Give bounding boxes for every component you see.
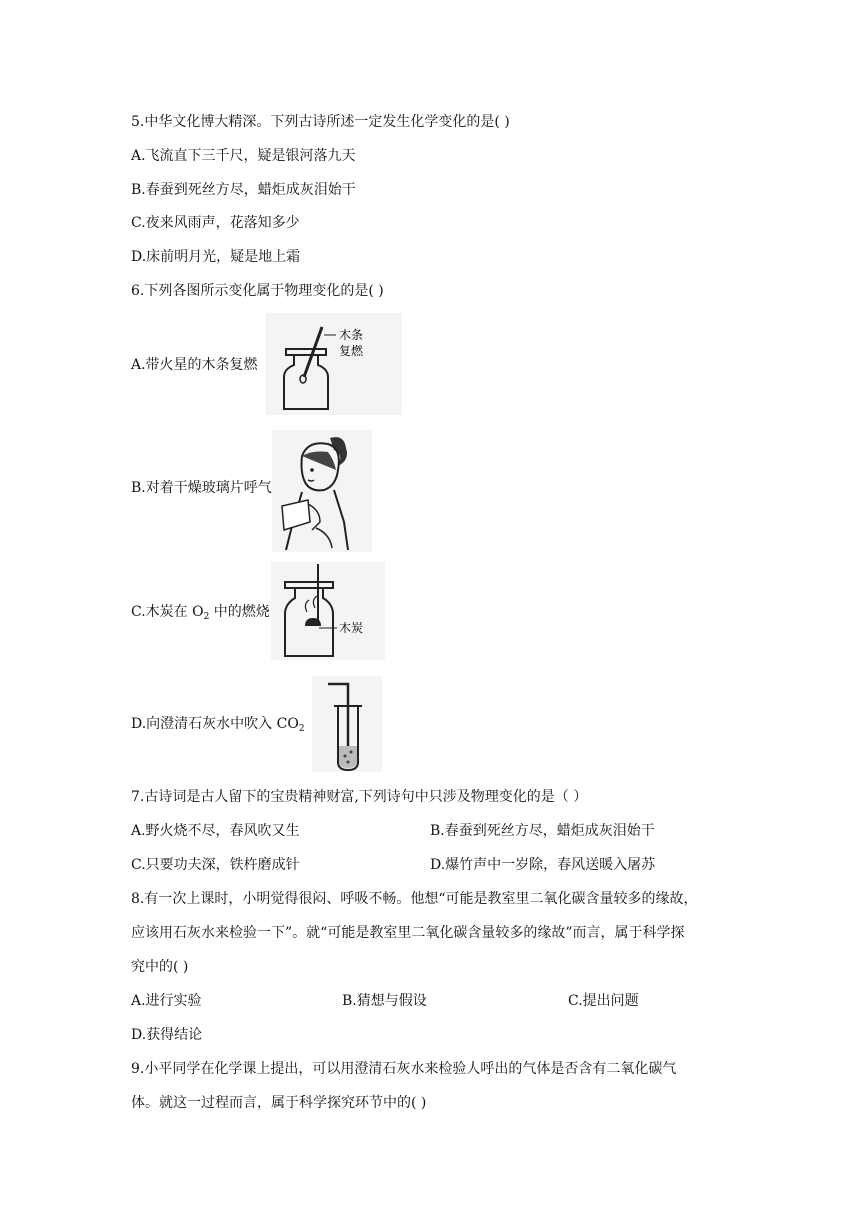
q7-option-b: B.春蚕到死丝方尽，蜡炬成灰泪始干	[430, 823, 655, 839]
q6-c-text-end: 中的燃烧	[209, 604, 270, 620]
q6-option-d	[131, 714, 305, 734]
q8-option-c: C.提出问题	[568, 993, 639, 1009]
q6-stem: 6.下列各图所示变化属于物理变化的是( )	[131, 283, 384, 299]
q8-stem-line2: 应该用石灰水来检验一下”。就“可能是教室里二氧化碳含量较多的缘故”而言，属于科学探	[131, 925, 685, 941]
q8-option-a: A.进行实验	[131, 993, 202, 1009]
q8-option-b: B.猜想与假设	[342, 993, 427, 1009]
limewater-tube-figure	[312, 676, 382, 772]
girl-breathing-figure	[272, 430, 372, 552]
q5-stem: 5.中华文化博大精深。下列古诗所述一定发生化学变化的是( )	[131, 114, 510, 130]
q5-option-d: D.床前明月光，疑是地上霜	[131, 249, 301, 265]
q7-option-d: D.爆竹声中一岁除，春风送暖入屠苏	[430, 857, 656, 873]
q6-c-text: C.木炭在 O	[131, 604, 204, 620]
q6-d-text: D.向澄清石灰水中吹入 CO	[131, 716, 299, 732]
splint-label: 木条	[339, 328, 364, 342]
q8-stem-line3: 究中的( )	[131, 959, 189, 975]
q6-d-subscript: 2	[298, 724, 305, 734]
q5-option-a: A.飞流直下三千尺，疑是银河落九天	[131, 148, 356, 164]
q8-stem-line1: 8.有一次上课时，小明觉得很闷、呼吸不畅。他想“可能是教室里二氧化碳含量较多的缘故，	[131, 891, 698, 907]
bottle-splint-figure	[266, 313, 402, 415]
charcoal-bottle-figure	[271, 562, 385, 660]
q6-option-a: A.带火星的木条复燃	[131, 357, 258, 373]
q6-option-b: B.对着干燥玻璃片呼气	[131, 480, 272, 496]
q5-option-c: C.夜来风雨声，花落知多少	[131, 215, 300, 231]
q9-stem-line1: 9.小平同学在化学课上提出，可以用澄清石灰水来检验人呼出的气体是否含有二氧化碳气	[131, 1061, 677, 1077]
q6-c-subscript: 2	[203, 612, 210, 622]
q6-option-c	[131, 602, 270, 622]
reignite-label: 复燃	[339, 344, 364, 358]
charcoal-label: 木炭	[339, 621, 364, 635]
q9-stem-line2: 体。就这一过程而言，属于科学探究环节中的( )	[131, 1095, 427, 1111]
q8-option-d: D.获得结论	[131, 1027, 203, 1043]
q7-option-c: C.只要功夫深，铁杵磨成针	[131, 857, 300, 873]
q7-stem: 7.古诗词是古人留下的宝贵精神财富,下列诗句中只涉及物理变化的是（ ）	[131, 789, 588, 805]
q7-option-a: A.野火烧不尽，春风吹又生	[131, 823, 300, 839]
q5-option-b: B.春蚕到死丝方尽，蜡炬成灰泪始干	[131, 182, 356, 198]
